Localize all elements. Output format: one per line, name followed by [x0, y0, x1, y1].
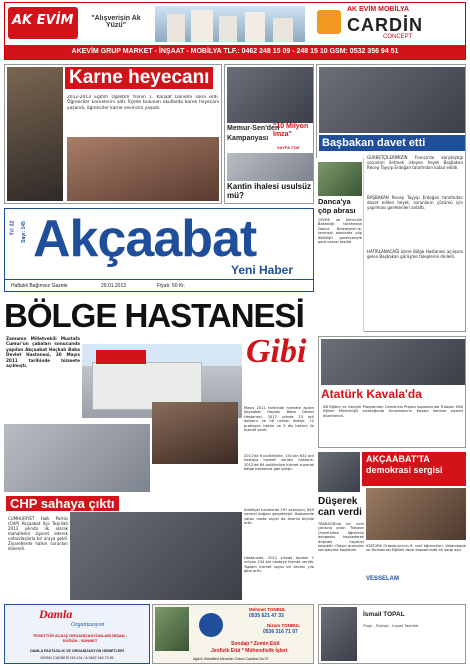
demokrasi-body: ATATÜRK Ortaokulu'nun 8. sınıf öğrencileri, Vatandaşlık ve Demokrasi Eğitimi dersi kapsamında bir sergi açtı. — [366, 544, 466, 553]
demokrasi-photo — [366, 488, 466, 540]
akevim-logo: AK EVİM — [12, 13, 74, 28]
demokrasi-section — [318, 452, 466, 602]
damla-title: Damla — [39, 607, 73, 621]
ismail-lines: Proje - Ruhsat - İnşaat Taahhüt — [363, 623, 419, 628]
hastane-headline: BÖLGE HASTANESİ — [4, 297, 304, 334]
akevim-slogan: "Alışverişin Ak Yüzü" — [91, 15, 141, 29]
tonbul-logo-icon — [199, 613, 223, 637]
tonbul-tel1: 0535 621 47 33 — [249, 613, 284, 619]
basbakan-body2: BAŞBAKAN Recep Tayyip Erdoğan tarafından davet edilen heyet, sorunların çözümü için yapılması gerekenleri anlattı. — [367, 195, 463, 210]
basbakan-photo — [319, 67, 465, 133]
damla-lines: TESETTÜR AÇILIŞ ORGANİZASYONLARI NİŞAN - DÜĞÜN - SÜNNET — [32, 633, 128, 643]
masthead-price: Fiyatı: 50 Kr. — [157, 283, 186, 289]
memur-section — [224, 64, 314, 204]
memur-highlight: "10 Milyon İmza" — [273, 123, 309, 138]
damla-footer: DAMLA PASTACILIK VE ORGANİZASYON HİZMETLERİ — [30, 649, 124, 653]
duserek-photo — [318, 452, 360, 492]
masthead-name: Akçaabat — [33, 210, 257, 268]
masthead-info-bar — [5, 279, 313, 291]
cardin-line1: AK EVİM MOBİLYA — [347, 6, 410, 13]
kantin-title: Kantin ihalesi usulsüz mü? — [227, 182, 312, 200]
damla-sub: Organizasyon — [71, 622, 105, 628]
demokrasi-title: AKÇAABAT'TA demokrasi sergisi — [362, 452, 466, 486]
memur-label2: Kampanyası — [227, 135, 269, 142]
masthead-yeni-haber: Yeni Haber — [231, 263, 294, 277]
tonbul-ad — [152, 604, 314, 664]
hastane-body2: 2011'de 6 poliklinikte, 150 bin 632 acil hastaya hizmet verilen hastane, 2012'de 64 poliklinikte hizmet sunarak bölge hastanesi gibi çalıştı. — [244, 454, 314, 472]
top-ad-bar: AKEVİM GRUP MARKET - İNŞAAT - MOBİLYA TLF.: 0462 248 15 09 - 248 15 10 GSM: 0532 356 94 51 — [5, 45, 465, 59]
masthead — [4, 208, 314, 292]
cardin-icon — [317, 10, 341, 34]
basbakan-title: Başbakan davet etti — [319, 135, 465, 151]
duserek-title: Düşerek can verdi — [318, 496, 362, 518]
ismail-ad — [318, 604, 466, 664]
kantin-photo — [227, 153, 313, 181]
basbakan-body1: GURBETÇİLERİMİZİN Fransa'da karşılaştığı sorunları iletmek isteyen heyet Başbakan Recep Tayyip Erdoğan tarafından kabul edildi. — [367, 155, 463, 170]
masthead-date: 29.01.2013 — [101, 283, 127, 289]
chp-title: CHP sahaya çıktı — [6, 496, 119, 511]
hastane-photo-inset — [152, 402, 238, 464]
hastane-body4: Hastanede, 2012 yılında toplam 1 milyon 234 bin hastaya hizmet verildi. Toplam hizmet sayısı bir önceki yıla göre arttı. — [244, 556, 314, 574]
danca-photo — [318, 162, 362, 196]
memur-page: SAYFA 7'DE — [277, 145, 300, 150]
chp-photo — [70, 512, 242, 600]
danca-body: ÇEVRE ve Şehircilik Bakanlığı tarafından Danca Belediyesi'ne, tarımsal alanlarda çöp döktüğü gerekçesiyle para cezası kesildi. — [318, 218, 362, 245]
karne-photo-left — [7, 67, 63, 201]
ismail-name: İsmail TOPAL — [363, 611, 405, 618]
building-illustration — [155, 6, 305, 42]
danca-section — [316, 158, 364, 332]
tonbul-cap2: Jeofizik Etüt * Mühendislik İşleri — [211, 648, 288, 654]
memur-photo — [227, 67, 313, 123]
karne-title: Karne heyecanı — [65, 67, 213, 89]
akevim-logo-box — [8, 7, 78, 39]
tonbul-cap1: Sondajı * Zemin Etüt — [231, 641, 280, 647]
karne-section — [4, 64, 222, 204]
kavala-photo — [321, 339, 465, 385]
masthead-desc: Haftalık Bağımsız Gazete — [11, 283, 68, 289]
ismail-photo — [321, 607, 357, 661]
danca-title: Danca'ya çöp abrası — [318, 197, 356, 215]
tonbul-addr: Ağdırlı Mahallesi Memduh Özkan Caddesi No:37 — [193, 657, 269, 661]
masthead-year: Yıl: 22 — [9, 220, 16, 236]
karne-body: 2012-2013 Eğitim Öğretim Yılının 1. Kanaat Dönemi sona erdi. Öğrenciler karnelerini aldı. İlçede bulunan okullarda karne heyecanı yaşandı, öğrenciler karne sevincini yaşadı. — [67, 95, 219, 111]
masthead-year-badge — [9, 215, 33, 255]
chp-section — [4, 496, 242, 600]
cardin-logo: CARDİN — [347, 15, 423, 35]
chp-body: CUMHURİYET Halk Partisi (CHP) Akçaabat İlçe Teşkilatı 2013 yılında ilk olarak mahalleleri ziyaret ederek vatandaşlarla bir araya geldi. Ziyaretlerde halkın sorunları dinlendi. — [8, 516, 68, 551]
hastane-caption: Zamanın Milletvekili Mustafa Cumur'un çabaları sonucunda yapılan Akçaabat Haçkalı Baba Devlet Hastanesi, 30 Mayıs 2011 tarihinde hizmete açılmıştı. — [6, 336, 80, 369]
top-ad-strip — [4, 2, 466, 60]
hastane-photo-ribbon — [4, 424, 150, 492]
damla-ad — [4, 604, 150, 664]
tonbul-tel2: 0536 316 71 07 — [263, 629, 298, 635]
duserek-body: TRABZON'da bir evin çatısına çıkan Trabzon Üniversitesi öğrencisi dengesini kaybederek düşerek hayatını kaybetti. Olayın ardından soruşturma başlatıldı. — [318, 522, 364, 553]
tonbul-photo — [155, 607, 189, 651]
tonbul-name1: Mehmet TONBUL — [249, 607, 286, 612]
kavala-title: Atatürk Kavala'da — [321, 387, 422, 401]
damla-address: İNÖNÜ CADDESİ NO:134 / A 0462 248 73 95 — [40, 656, 114, 660]
cardin-sub: CONCEPT — [383, 34, 413, 40]
memur-label: Memur-Sen'den — [227, 125, 280, 132]
cardin-ad — [317, 6, 463, 42]
hastane-body1: Mayıs 2011 tarihinde hizmete açılan Akçaabat Haçkalı Baba Devlet Hastanesi, 2012 yılında 23 acil doktoru ve 58 uzman doktor, 12 pratisyen hekim ve 9 diş hekimi ile hizmet verdi. — [244, 406, 314, 433]
basbakan-body3: HATIRLANACAĞI üzere Bölge Hastanesi açılışına gelen Başbakan görüşme taleplerini dinledi. — [367, 249, 463, 259]
hastane-gibi: Gibi — [246, 333, 307, 370]
karne-photo-bottom — [67, 137, 219, 201]
tonbul-name2: Nizam TONBUL — [267, 623, 301, 628]
masthead-issue: Sayı: 145 — [20, 221, 27, 243]
kavala-section — [318, 336, 466, 448]
vesselam: VESSELAM — [366, 576, 400, 582]
kavala-body: AB Eğitim ve Gençlik Programları Comenius Projesi kapsamında Trabzon Milli Eğitim Müdürlüğü ortaklığında Yunanistan'ın Kavala kentine ziyaret düzenlendi. — [323, 405, 463, 418]
hastane-body3: Ameliyat hanelerde 297 sezaryan, 849 normal doğum gerçekleşti. Hastanede yatan hasta sayısı da önemli ölçüde arttı. — [244, 508, 314, 526]
